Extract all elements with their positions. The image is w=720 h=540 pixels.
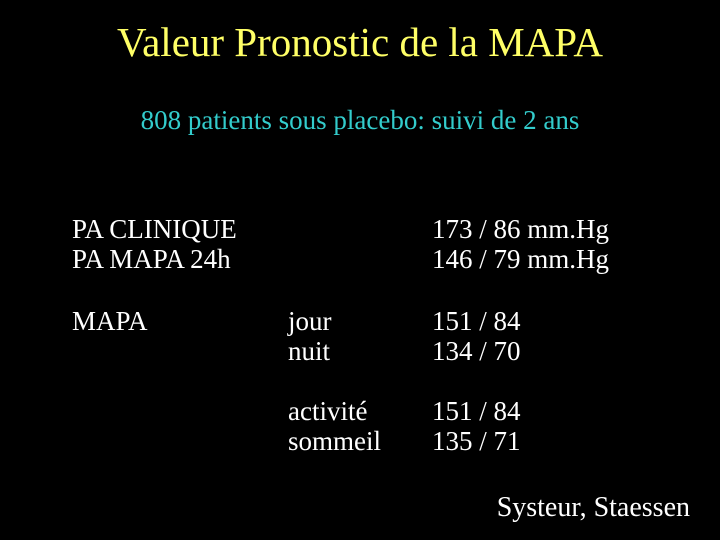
label-sommeil: sommeil [288, 426, 381, 456]
label-activite: activité [288, 396, 368, 426]
slide-subtitle: 808 patients sous placebo: suivi de 2 ans [140, 105, 580, 135]
label-nuit: nuit [288, 336, 331, 366]
label-jour: jour [288, 306, 332, 336]
source-citation: Systeur, Staessen [496, 492, 690, 523]
value-jour: 151 / 84 [432, 306, 521, 336]
value-pa-clinique: 173 / 86 mm.Hg [432, 214, 610, 244]
value-activite: 151 / 84 [432, 396, 521, 426]
value-sommeil: 135 / 71 [432, 426, 521, 456]
slide-title: Valeur Pronostic de la MAPA [117, 19, 603, 65]
label-pa-mapa-24h: PA MAPA 24h [72, 244, 231, 274]
label-mapa: MAPA [72, 306, 148, 336]
value-pa-mapa-24h: 146 / 79 mm.Hg [432, 244, 610, 274]
label-pa-clinique: PA CLINIQUE [72, 214, 237, 244]
value-nuit: 134 / 70 [432, 336, 521, 366]
